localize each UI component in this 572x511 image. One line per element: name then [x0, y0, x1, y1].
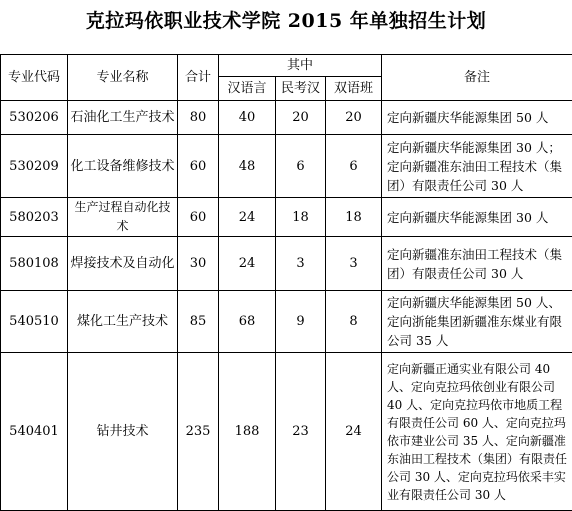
header-han: 汉语言 [219, 77, 276, 101]
header-bilingual: 双语班 [326, 77, 382, 101]
row-note: 定向新疆庆华能源集团 30 人 [382, 198, 572, 237]
row-bilingual: 8 [326, 291, 382, 353]
row-bilingual: 6 [326, 135, 382, 198]
header-total: 合计 [178, 55, 219, 101]
row-han: 24 [219, 198, 276, 237]
table-row [1, 353, 572, 511]
row-han: 24 [219, 237, 276, 291]
header-note: 备注 [382, 55, 572, 101]
row-bilingual: 18 [326, 198, 382, 237]
row-bilingual: 20 [326, 101, 382, 135]
row-minkao: 20 [276, 101, 326, 135]
row-minkao: 23 [276, 353, 326, 511]
table-row [1, 291, 572, 353]
row-code: 540510 [1, 291, 68, 353]
row-minkao: 9 [276, 291, 326, 353]
row-note: 定向新疆庆华能源集团 50 人 [382, 101, 572, 135]
row-minkao: 18 [276, 198, 326, 237]
page-title: 克拉玛依职业技术学院 2015 年单独招生计划 [0, 6, 572, 33]
row-han: 68 [219, 291, 276, 353]
header-group: 其中 [219, 55, 382, 77]
table-row [1, 198, 572, 237]
header-minkao: 民考汉 [276, 77, 326, 101]
row-total: 235 [178, 353, 219, 511]
row-note: 定向新疆庆华能源集团 50 人、定向浙能集团新疆准东煤业有限公司 35 人 [382, 291, 572, 353]
row-han: 40 [219, 101, 276, 135]
row-code: 580108 [1, 237, 68, 291]
row-name: 生产过程自动化技术 [68, 198, 178, 237]
table-row [1, 135, 572, 198]
table-row [1, 237, 572, 291]
row-name: 化工设备维修技术 [68, 135, 178, 198]
row-code: 580203 [1, 198, 68, 237]
enrollment-plan-table [0, 54, 572, 511]
row-total: 80 [178, 101, 219, 135]
row-total: 85 [178, 291, 219, 353]
row-han: 188 [219, 353, 276, 511]
row-total: 30 [178, 237, 219, 291]
row-bilingual: 24 [326, 353, 382, 511]
row-note: 定向新疆庆华能源集团 30 人；定向新疆准东油田工程技术（集团）有限责任公司 30 人 [382, 135, 572, 198]
row-total: 60 [178, 135, 219, 198]
header-code: 专业代码 [1, 55, 68, 101]
row-code: 530209 [1, 135, 68, 198]
row-name: 煤化工生产技术 [68, 291, 178, 353]
row-total: 60 [178, 198, 219, 237]
row-han: 48 [219, 135, 276, 198]
row-name: 焊接技术及自动化 [68, 237, 178, 291]
row-bilingual: 3 [326, 237, 382, 291]
header-name: 专业名称 [68, 55, 178, 101]
row-note: 定向新疆正通实业有限公司 40 人、定向克拉玛依创业有限公司 40 人、定向克拉玛依市地质工程有限责任公司 60 人、定向克拉玛依市建业公司 35 人、定向新疆准东油田工程技术（集团）有限责任公司 30 人、定向克拉玛依采丰实业有限责任公司 30 人 [382, 353, 572, 511]
header-row-top [1, 55, 572, 77]
row-code: 530206 [1, 101, 68, 135]
row-code: 540401 [1, 353, 68, 511]
table-row [1, 101, 572, 135]
row-note: 定向新疆准东油田工程技术（集团）有限责任公司 30 人 [382, 237, 572, 291]
row-minkao: 6 [276, 135, 326, 198]
row-minkao: 3 [276, 237, 326, 291]
row-name: 钻井技术 [68, 353, 178, 511]
row-name: 石油化工生产技术 [68, 101, 178, 135]
